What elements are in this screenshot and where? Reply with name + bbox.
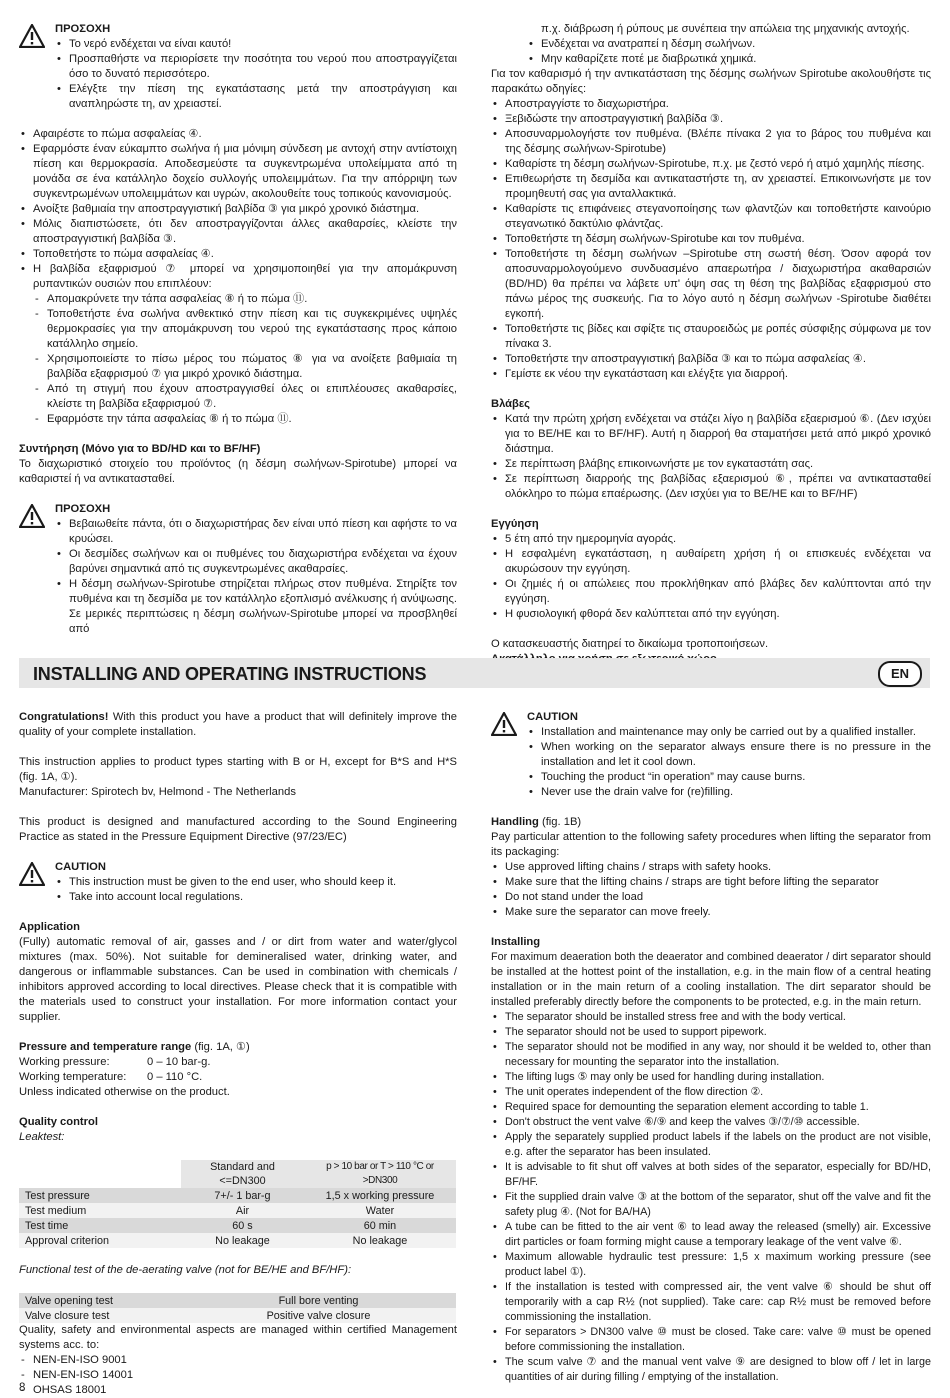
caution-title: CAUTION: [55, 861, 106, 873]
list-item: • Make sure the separator can move freely.: [491, 905, 931, 920]
greek-continued-text: π.χ. διάβρωση ή ρύπους με συνέπεια την απώλεια της μηχανικής αντοχής.: [541, 23, 910, 35]
list-item: • Σε περίπτωση βλάβης επικοινωνήστε με τον εγκαταστάτη σας.: [491, 457, 931, 472]
list-item: • Never use the drain valve for (re)filling.: [527, 785, 931, 800]
working-temp-value: 0 – 110 °C.: [147, 1071, 203, 1083]
table-header-cell: p > 10 bar or T > 110 °C or >DN300: [304, 1160, 456, 1188]
warning-triangle-icon: [19, 24, 45, 48]
warning-triangle-icon: [491, 712, 517, 736]
language-badge: EN: [878, 661, 922, 687]
list-item: • Apply the separately supplied product labels if the labels on the product are not visible, e.g. after the separator has been insulated.: [491, 1130, 931, 1160]
list-item: • Οι ζημιές ή οι απώλειες που προκλήθηκαν από βλάβες δεν καλύπτονται από την εγγύηση.: [491, 577, 931, 607]
greek-warning-2: [19, 502, 457, 637]
greek-maintenance-text: Το διαχωριστικό στοιχείο του προϊόντος (η δέσμη σωλήνων-Spirotube) μπορεί να καθαριστεί ή να αντικατασταθεί.: [19, 458, 457, 485]
list-item: • Ενδέχεται να ανατραπεί η δέσμη σωλήνων.: [527, 37, 931, 52]
list-item: - NEN-EN-ISO 9001: [19, 1353, 457, 1368]
list-item: • Βεβαιωθείτε πάντα, ότι ο διαχωριστήρας δεν είναι υπό πίεση και αφήστε το να κρυώσει.: [55, 517, 457, 547]
list-item: • Take into account local regulations.: [55, 890, 457, 905]
congratulations-paragraph: [19, 710, 457, 740]
list-item: • This instruction must be given to the end user, who should keep it.: [55, 875, 457, 890]
greek-faults-heading: Βλάβες: [491, 398, 530, 410]
banner-title: INSTALLING AND OPERATING INSTRUCTIONS: [33, 664, 427, 684]
list-item: • Αφαιρέστε το πώμα ασφαλείας ④.: [19, 127, 457, 142]
greek-cleaning-steps: [491, 97, 931, 382]
table-row: [19, 1188, 456, 1203]
list-item: - Από τη στιγμή που έχουν αποστραγγισθεί όλες οι επιπλέουσες ακαθαρσίες, κλείστε τη βαλβίδα εξαφρισμού ⑦.: [33, 382, 457, 412]
applies-text: This instruction applies to product types starting with B or H, except for B*S and H*S (fig. 1A, ①).: [19, 756, 457, 783]
list-item: • Ανοίξτε βαθμιαία την αποστραγγιστική βαλβίδα ③ για μικρό χρονικό διάστημα.: [19, 202, 457, 217]
greek-drain-steps: [19, 127, 457, 292]
list-item: • The lifting lugs ⑤ may only be used for handling during installation.: [491, 1070, 931, 1085]
list-item: • When working on the separator always ensure there is no pressure in the installation and let it cool down.: [527, 740, 931, 770]
list-item: • Καθαρίστε τις επιφάνειες στεγανοποίησης των φλαντζών και τοποθετήστε καινούριο στεγανωτικό δακτύλιο φλάντζας.: [491, 202, 931, 232]
list-item: • Τοποθετήστε τη δέσμη σωλήνων-Spirotube και τον πυθμένα.: [491, 232, 931, 247]
greek-warning-1-list: [55, 37, 457, 112]
application-text: (Fully) automatic removal of air, gasses and / or dirt from water and water/glycol mixtures (max. 50%). Not suitable for demineralised water, drinking water, and dangerous or inflammable substances. Can be used in combination with chemicals / inhibitors approved according to local directives. Please check that it is compatible with the materials used to construct your installation. For more information contact your supplier.: [19, 936, 457, 1023]
list-item: • Η βαλβίδα εξαφρισμού ⑦ μπορεί να χρησιμοποιηθεί για την απομάκρυνση ρυπαντικών ουσιών που επιπλέουν:: [19, 262, 457, 292]
handling-heading-line: [491, 815, 931, 830]
list-item: • Required space for demounting the separation element according to table 1.: [491, 1100, 931, 1115]
greek-rights-text: Ο κατασκευαστής διατηρεί το δικαίωμα τροποποιήσεων.: [491, 638, 769, 650]
list-item: • Installation and maintenance may only be carried out by a qualified installer.: [527, 725, 931, 740]
list-item: • Κατά την πρώτη χρήση ενδέχεται να στάζει λίγο η βαλβίδα εξαερισμού ⑥. (Δεν ισχύει για το BE/HE και το BF/HF). Αυτή η διαρροή θα σταματήσει μετά από μικρό χρονικό διάστημα.: [491, 412, 931, 457]
table-cell: Full bore venting: [181, 1293, 456, 1308]
list-item: • Επιθεωρήστε τη δεσμίδα και αντικαταστήστε τη, αν χρειαστεί. Επικοινωνήστε με τον προμηθευτή σας για ανταλλακτικά.: [491, 172, 931, 202]
list-item: • 5 έτη από την ημερομηνία αγοράς.: [491, 532, 931, 547]
list-item: • The unit operates independent of the flow direction ②.: [491, 1085, 931, 1100]
caution-title: CAUTION: [527, 711, 578, 723]
manufacturer-text: Manufacturer: Spirotech bv, Helmond - The Netherlands: [19, 786, 296, 798]
list-item: • It is advisable to fit shut off valves at both sides of the separator, especially for BD/HD, BF/HF.: [491, 1160, 931, 1190]
list-item: • Τοποθετήστε το πώμα ασφαλείας ④.: [19, 247, 457, 262]
warning-triangle-icon: [19, 504, 45, 528]
list-item: • The separator should be installed stress free and with the body vertical.: [491, 1010, 931, 1025]
table-cell: 60 s: [181, 1218, 304, 1233]
section-banner: [19, 658, 930, 688]
table-cell: Valve closure test: [19, 1308, 181, 1323]
working-temp-label: Working temperature:: [19, 1071, 127, 1083]
working-pressure-value: 0 – 10 bar-g.: [147, 1056, 211, 1068]
greek-faults-list: [491, 412, 931, 502]
table-row: [19, 1233, 456, 1248]
list-item: • Don't obstruct the vent valve ⑥/⑨ and keep the valves ③/⑦/⑩ accessible.: [491, 1115, 931, 1130]
list-item: • Ελέγξτε την πίεση της εγκατάστασης μετά την αποστράγγιση και αναπληρώστε τη, αν χρειαστεί.: [55, 82, 457, 112]
list-item: • Μόλις διαπιστώσετε, ότι δεν αποστραγγίζονται άλλες ακαθαρσίες, κλείστε την αποστραγγιστική βαλβίδα ③.: [19, 217, 457, 247]
handling-heading: Handling: [491, 816, 539, 828]
table-cell: Air: [181, 1203, 304, 1218]
list-item: - OHSAS 18001: [19, 1383, 457, 1398]
list-item: • Η δέσμη σωλήνων-Spirotube στηρίζεται πλήρως στον πυθμένα. Στηρίξτε τον πυθμένα και τη δεσμίδα με τον κατάλληλο εξοπλισμό ανέλκυσης ή ανύψωσης. Σε μερικές περιπτώσεις η δέσμη σωλήνων-Spirotube μπορεί να προσβληθεί από: [55, 577, 457, 637]
functional-test-heading: Functional test of the de-aerating valve (not for BE/HE and BF/HF):: [19, 1264, 352, 1276]
list-item: • Καθαρίστε τη δέσμη σωλήνων-Spirotube, π.χ. με ζεστό νερό ή ατμό χαμηλής πίεσης.: [491, 157, 931, 172]
table-cell: 60 min: [304, 1218, 456, 1233]
table-cell: Approval criterion: [19, 1233, 181, 1248]
caution-list: [527, 725, 931, 800]
list-item: • If the installation is tested with compressed air, the vent valve ⑥ should be shut off temporarily with a cap R½ (not supplied). Take care: cap R½ must be removed before commissioning the installation.: [491, 1280, 931, 1325]
list-item: • Do not stand under the load: [491, 890, 931, 905]
caution-block-1: [19, 860, 457, 905]
list-item: • Fit the supplied drain valve ③ at the bottom of the separator, shut off the valve and fit the safety plug ④. (Not for BA/HA): [491, 1190, 931, 1220]
pressure-fig-ref: (fig. 1A, ①): [191, 1041, 250, 1053]
working-pressure-label: Working pressure:: [19, 1056, 110, 1068]
table-cell: Positive valve closure: [181, 1308, 456, 1323]
list-item: • Τοποθετήστε τη δέσμη σωλήνων –Spirotube στη σωστή θέση. Όσον αφορά τον αποσυναρμολογούμενο συνδυασμένο απαερωτήρα / διαχωριστήρα ακαθαρσιών (BD/HD) θα πρέπει να λάβετε υπ' όψη σας τη θέση της βαλβίδας εξαφρισμού στο πάνω μέρος της συσκευής. Για το λόγο αυτό η δέσμη σωλήνων -Spirotube διαθέτει εγκοπή.: [491, 247, 931, 322]
installing-text: For maximum deaeration both the deaerator and combined deaerator / dirt separator should be installed at the hottest point of the installation, e.g. in the main flow of a central heating installation or in the main return of a cooling installation. The dirt separator should be installed preferably directly before the components to be protected, e.g. in the main return.: [491, 951, 931, 1008]
list-item: • The separator should not be used to support pipework.: [491, 1025, 931, 1040]
table-cell: Test pressure: [19, 1188, 181, 1203]
table-cell: No leakage: [181, 1233, 304, 1248]
table-cell: Test time: [19, 1218, 181, 1233]
designed-text: This product is designed and manufactured according to the Sound Engineering Practice as stated in the Pressure Equipment Directive (97/23/EC): [19, 816, 457, 843]
list-item: • The scum valve ⑦ and the manual vent valve ⑨ are designed to blow off / let in large quantities of air during filling / emptying of the installation.: [491, 1355, 931, 1385]
greek-warranty-heading: Εγγύηση: [491, 518, 539, 530]
functional-test-table: [19, 1293, 456, 1323]
table-cell: Valve opening test: [19, 1293, 181, 1308]
list-item: • Η εσφαλμένη εγκατάσταση, η αυθαίρετη χρήση ή οι επισκευές ενδέχεται να ακυρώσουν την εγγύηση.: [491, 547, 931, 577]
list-item: • Make sure that the lifting chains / straps are tight before lifting the separator: [491, 875, 931, 890]
list-item: • For separators > DN300 valve ⑩ must be closed. Take care: valve ⑩ must be opened before commissioning the installation.: [491, 1325, 931, 1355]
list-item: • Εφαρμόστε έναν εύκαμπτο σωλήνα ή μια μόνιμη σύνδεση με αντοχή στην αντίστοιχη πίεση και θερμοκρασία. Αποδεσμεύστε τα συγκεντρωμένα υπολείμματα από τη μονάδα σε ένα κατάλληλο δοχείο συλλογής υπολειμμάτων. Για την απόρριψη των συγκεντρωμένων υπολειμμάτων και υγρών, ακολουθείτε τους τοπικούς κανονισμούς.: [19, 142, 457, 202]
standards-list: [19, 1353, 457, 1398]
table-row: [19, 1293, 456, 1308]
list-item: • Προσπαθήστε να περιορίσετε την ποσότητα του νερού που αποστραγγίζεται όσο το δυνατό περισσότερο.: [55, 52, 457, 82]
installing-list: [491, 1010, 931, 1385]
list-item: - Χρησιμοποιείστε το πίσω μέρος του πώματος ⑧ για να ανοίξετε βαθμιαία τη βαλβίδα εξαφρισμού ⑦ για μικρό χρονικό διάστημα.: [33, 352, 457, 382]
pressure-heading: Pressure and temperature range: [19, 1041, 192, 1053]
congratulations-label: Congratulations!: [19, 711, 109, 723]
application-heading: Application: [19, 921, 80, 933]
greek-continued-list: [491, 37, 931, 67]
quality-text: Quality, safety and environmental aspects are managed within certified Management systems acc. to:: [19, 1324, 457, 1351]
english-right-column: [491, 710, 931, 1385]
list-item: • Αποστραγγίστε το διαχωριστήρα.: [491, 97, 931, 112]
list-item: • Το νερό ενδέχεται να είναι καυτό!: [55, 37, 457, 52]
caution-block-2: [491, 710, 931, 800]
list-item: • A tube can be fitted to the air vent ⑥ to lead away the released (smelly) air. Excessive dirt particles or foam forming might cause a temporary leakage of the vent valve ⑥.: [491, 1220, 931, 1250]
table-cell: 1,5 x working pressure: [304, 1188, 456, 1203]
list-item: • Η φυσιολογική φθορά δεν καλύπτεται από την εγγύηση.: [491, 607, 931, 622]
list-item: • Τοποθετήστε τις βίδες και σφίξτε τις σταυροειδώς με ροπές σύσφιξης σύμφωνα με τον πίνακα 3.: [491, 322, 931, 352]
greek-warranty-list: [491, 532, 931, 622]
list-item: • Οι δεσμίδες σωλήνων και οι πυθμένες του διαχωριστήρα ενδέχεται να έχουν βαρύνει σημαντικά από τις συγκεντρωμένες ακαθαρσίες.: [55, 547, 457, 577]
table-cell: Test medium: [19, 1203, 181, 1218]
list-item: • The separator should not be modified in any way, nor should it be welded to, other than necessary for mounting the separator into the installation.: [491, 1040, 931, 1070]
warning-triangle-icon: [19, 862, 45, 886]
greek-warning-2-list: [55, 517, 457, 637]
congratulations-text: With this product you have a product that will definitely improve the quality of your complete installation.: [19, 711, 457, 738]
greek-warning-2-title: ΠΡΟΣΟΧΗ: [55, 503, 111, 515]
list-item: • Ξεβιδώστε την αποστραγγιστική βαλβίδα ③.: [491, 112, 931, 127]
quality-heading: Quality control: [19, 1116, 98, 1128]
leak-test-table: [19, 1160, 456, 1248]
handling-text: Pay particular attention to the following safety procedures when lifting the separator from its packaging:: [491, 831, 931, 858]
list-item: - Απομακρύνετε την τάπα ασφαλείας ⑧ ή το πώμα ⑪.: [33, 292, 457, 307]
greek-right-column: [491, 22, 931, 667]
list-item: - Τοποθετήστε ένα σωλήνα ανθεκτικό στην πίεση και τις συγκεκριμένες υψηλές θερμοκρασίες για την απομάκρυνση του νερού της εγκατάστασης προς κάποιο κατάλληλο σημείο.: [33, 307, 457, 352]
list-item: - NEN-EN-ISO 14001: [19, 1368, 457, 1383]
list-item: - Εφαρμόστε την τάπα ασφαλείας ⑧ ή το πώμα ⑪.: [33, 412, 457, 427]
table-row: [19, 1203, 456, 1218]
caution-list: [55, 875, 457, 905]
handling-fig-ref: (fig. 1B): [538, 816, 582, 828]
list-item: • Use approved lifting chains / straps with safety hooks.: [491, 860, 931, 875]
list-item: • Touching the product “in operation” may cause burns.: [527, 770, 931, 785]
list-item: • Maximum allowable hydraulic test pressure: 1,5 x maximum working pressure (see product label ①).: [491, 1250, 931, 1280]
table-header-cell: [19, 1160, 181, 1188]
list-item: • Τοποθετήστε την αποστραγγιστική βαλβίδα ③ και το πώμα ασφαλείας ④.: [491, 352, 931, 367]
handling-list: [491, 860, 931, 920]
pressure-heading-line: [19, 1040, 457, 1055]
greek-warning-1-title: ΠΡΟΣΟΧΗ: [55, 23, 111, 35]
table-cell: No leakage: [304, 1233, 456, 1248]
installing-heading: Installing: [491, 936, 541, 948]
greek-maintenance-heading: Συντήρηση (Μόνο για το BD/HD και το BF/HF): [19, 443, 261, 455]
english-left-column: [19, 710, 457, 1398]
table-row: [19, 1308, 456, 1323]
greek-warning-1: [19, 22, 457, 112]
leaktest-label: Leaktest:: [19, 1131, 65, 1143]
list-item: • Μην καθαρίζετε ποτέ με διαβρωτικά χημικά.: [527, 52, 931, 67]
working-pressure-line: [19, 1055, 457, 1070]
table-cell: Water: [304, 1203, 456, 1218]
greek-cleaning-intro: Για τον καθαρισμό ή την αντικατάσταση της δέσμης σωλήνων Spirotube ακολουθήστε τις παρακάτω οδηγίες:: [491, 68, 931, 95]
greek-drain-substeps: [19, 292, 457, 427]
list-item: • Γεμίστε εκ νέου την εγκατάσταση και ελέγξτε για διαρροή.: [491, 367, 931, 382]
list-item: • Αποσυναρμολογήστε τον πυθμένα. (Βλέπε πίνακα 2 για το βάρος του πυθμένα και της δέσμης σωλήνων-Spirotube): [491, 127, 931, 157]
unless-text: Unless indicated otherwise on the product.: [19, 1086, 230, 1098]
working-temp-line: [19, 1070, 457, 1085]
table-row: [19, 1218, 456, 1233]
page-number: 8: [19, 1382, 26, 1394]
table-header-cell: Standard and <=DN300: [181, 1160, 304, 1188]
table-header-row: [19, 1160, 456, 1188]
list-item: • Σε περίπτωση διαρροής της βαλβίδας εξαερισμού ⑥, πρέπει να αντικατασταθεί ολόκληρο το πώμα επαέρωσης. (Δεν ισχύει για το BE/HE και το BF/HF): [491, 472, 931, 502]
table-cell: 7+/- 1 bar-g: [181, 1188, 304, 1203]
greek-left-column: [19, 22, 457, 637]
